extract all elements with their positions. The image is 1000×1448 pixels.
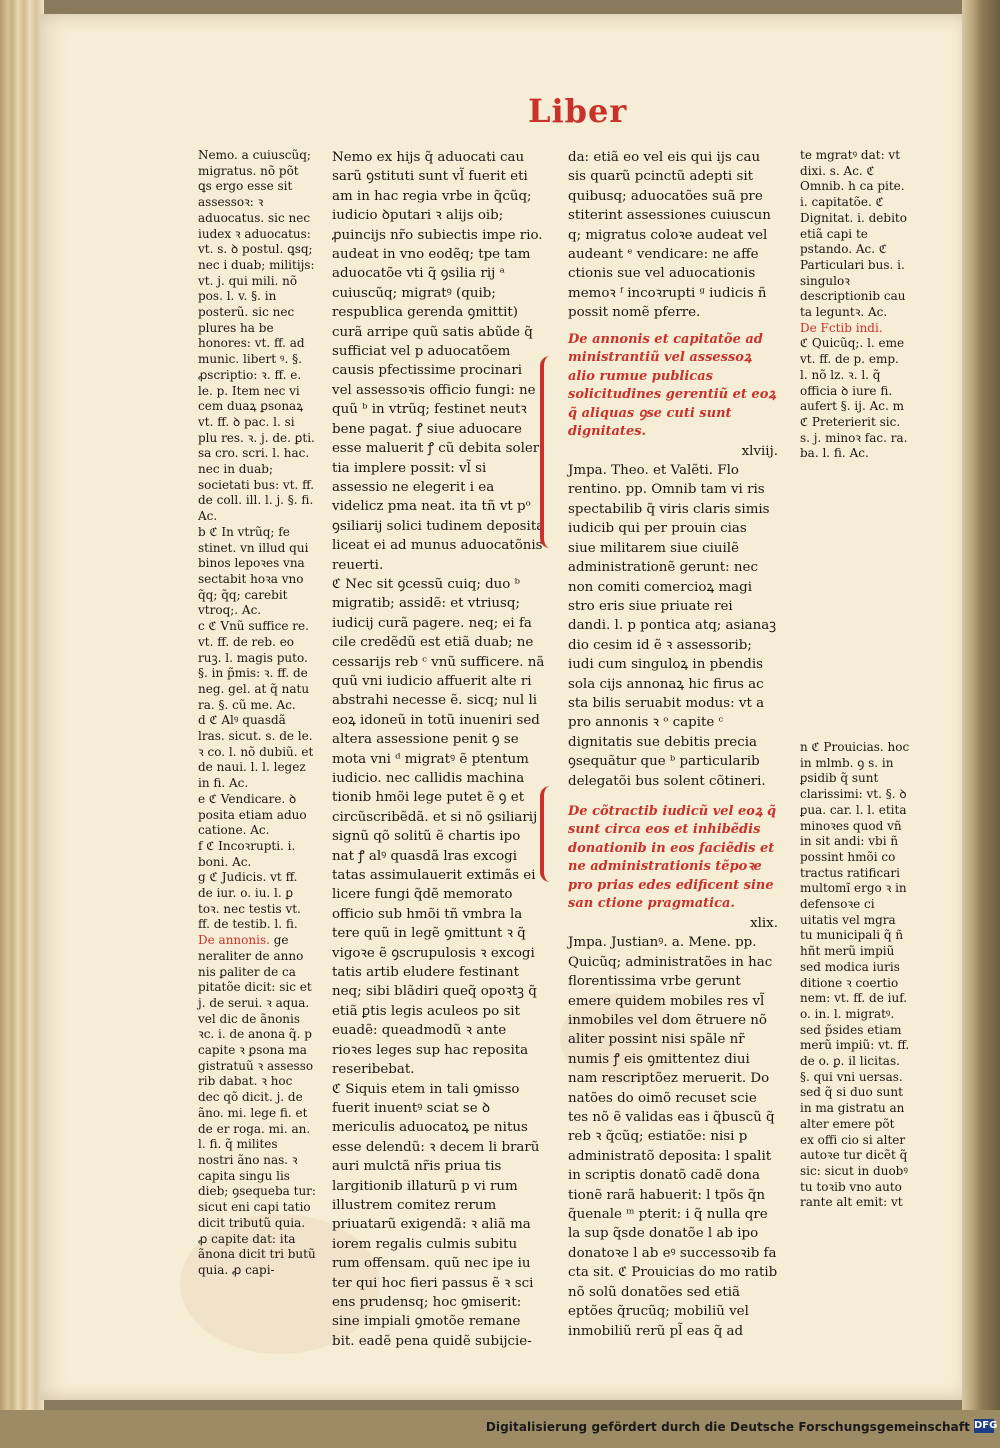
main-text-column-left bbox=[332, 148, 546, 1351]
gloss-paragraph: d ℭ Alꝰ quasdã lras. sicut. s. de le. ꝛ co. l. nõ dubiũ. et de naui. l. l. legez in fi. Ac. bbox=[198, 713, 314, 791]
gloss-paragraph: g ℭ Judicis. vt ff. de iur. o. iu. l. ꝑ toꝛ. nec testis vt. ff. de testib. l. fi. bbox=[198, 870, 301, 932]
gloss-paragraph: c ℭ Vnũ suffice re. vt. ff. de reb. eo ruꝫ. l. magis puto. §. in p̃mis: ꝛ. ff. de neg. gel. at q̃ natu ra. §. cũ me. Ac. bbox=[198, 619, 310, 712]
gloss-column-right bbox=[800, 148, 910, 462]
main-paragraph: Jmpa. Justianꝰ. a. Mene. pp. Quicũq; administratões in hac florentissima vrbe gerunt emere quidem mobiles res vl̃ inmobiles vel dom ẽtruere nõ aliter possint nisi spãle nr̃ numis ꝭ eis ꝯmittentez diui nam rescriptõez meruerit. Do natões do oimõ recuset scie tes nõ ẽ validas eas i q̃buscũ q̃ reb ꝛ q̃cũq; estiatõe: nisi p administratõ deposita: l spalit in scriptis donatõ cadẽ dona tionẽ rarã habuerit: l tpõs q̃n q̃uenale ᵐ pterit: i q̃ nulla qre la sup q̃sde donatõe l ab ipo donatoꝛe l ab eꝰ successoꝛib fa cta sit. ℭ Prouicias do mo ratib nõ solũ donatões sed etiã eptões q̃rucũq; mobiliũ vel inmobiliũ rerũ pl̃ eas q̃ ad bbox=[568, 935, 778, 1339]
book-edge-right bbox=[962, 0, 1000, 1410]
gloss-paragraph: n ℭ Prouicias. hoc in mlmb. ꝯ s. in ꝑsidib q̃ sunt clarissimi: vt. §. ꝺ ꝑua. car. l. l. etita minoꝛes quod vñ in sit andi: vbi ñ possint hmõi co tractus ratificari multomĩ ergo ꝛ in defensoꝛe ci uitatis vel mgra tu municipali q̃ ñ hñt merũ impiũ sed modica iuris ditione ꝛ coertio nem: vt. ff. de iuf. o. in. l. migratꝰ. sed p̃sides etiam merũ impiũ: vt. ff. de o. ꝑ. il licitas. §. qui vni uersas. sed q̃ si duo sunt in ma gistratu an alter emere põt ex offi cio si alter autoꝛe tur dicẽt q̃ sic: sicut in duobꝰ tu toꝛib vno auto rante alt emit: vt bbox=[800, 740, 910, 1210]
section-rubric: De cõtractib iudicũ vel eoꝝ q̃ sunt circa eos et inhibẽdis donationib in eos faciẽdis et ne administrationis tẽpoꝛe pro prias edes edificent sine san ctione pragmatica. bbox=[568, 803, 777, 912]
main-paragraph: Jmpa. Theo. et Valẽti. Flo rentino. pp. Omnib tam vi ris spectabilib q̃ viris claris simis iudicib qui per prouin cias siue militarem siue ciuilẽ administrationẽ gerunt: nec non comiti comercioꝝ magi stro eris siue priuate rei dandi. l. p pontica atq; asianaꝫ dio cesim id ẽ ꝛ assessorib; iudi cum singuloꝝ in pbendis sola cijs annonaꝝ hic firus ac sta bilis seruabit modus: vt a pro annonis ꝛ ᵒ capite ᶜ dignitatis sue debitis precia ꝯsequãtur que ᵇ particularib delegatõi bus solent cõtineri. bbox=[568, 463, 777, 789]
gloss-paragraph: te mgratꝰ dat: vt dixi. s. Ac. ℭ Omnib. h ca pite. i. capitatõe. ℭ Dignitat. i. debito etiã capi te pstando. Ac. ℭ Particulari bus. i. singuloꝛ descriptionib cau ta leguntꝛ. Ac. bbox=[800, 148, 907, 320]
section-rubric: De annonis et capitatõe ad ministrantiũ vel assessoꝝ alio rumue publicas solicitudines gerentiũ et eoꝝ q̃ aliquas ꝯse cuti sunt dignitates. bbox=[568, 331, 776, 440]
main-paragraph: da: etiã eo vel eis qui ijs cau sis quarũ pcinctũ adepti sit quibusq; aduocatões suã pre stiterint assessiones cuiuscun q; migratus coloꝛe audeat vel audeant ᵉ vendicare: ne affe ctionis sue vel aduocationis memoꝛ ᶠ incoꝛrupti ᵍ iudicis ñ possit nomẽ pferre. bbox=[568, 150, 771, 321]
book-edge-left bbox=[0, 0, 44, 1410]
main-paragraph: ℭ Siquis etem in tali ꝯmisso fuerit inuentꝰ sciat se ꝺ mericulis aduocatoꝝ pe nitus esse delendũ: ꝛ decem li brarũ auri mulctã nr̃is priua tis largitionib illaturũ p vi rum illustrem comitez rerum priuatarũ exigendã: ꝛ aliã ma iorem regalis culmis subitu rum offensam. quũ nec ipe iu ter qui hoc fieri passus ẽ ꝛ sci ens prudensq; hoc ꝯmiserit: sine impiali ꝯmotõe remane bit. eadẽ pena quidẽ subijcie- bbox=[332, 1081, 540, 1349]
running-head: Liber bbox=[528, 92, 628, 130]
section-number: xlix. bbox=[750, 915, 778, 931]
gloss-paragraph: Nemo. a cuiuscũq; migratus. nõ põt ꝗs ergo esse sit assessoꝛ: ꝛ aduocatus. sic nec iudex ꝛ aduocatus: vt. s. ꝺ postul. ꝗsq; nec i duab; militijs: vt. j. qui mili. nõ pos. l. v. §. in posterũ. sic nec plures ha be honores: vt. ff. ad munic. libert ꝰ. §. ꝓscriptio: ꝛ. ff. e. le. p. Item nec vi cem duaꝝ ꝑsonaꝝ vt. ff. ꝺ pac. l. si plu res. ꝛ. j. de. ꝑti. sa cro. scri. l. hac. nec in duab; societati bus: vt. ff. de coll. ill. l. j. §. fi. Ac. bbox=[198, 148, 315, 524]
main-paragraph: ℭ Nec sit ꝯcessũ cuiq; duo ᵇ migratib; assidẽ: et vtriusq; iudicij curã pagere. neq; ei fa cile credẽdũ est etiã duab; ne cessarijs reb ᶜ vnũ sufficere. nã quũ vni iudicio affuerit alte ri abstrahi necesse ẽ. sicq; nul li eoꝝ idoneũ in totũ inueniri sed altera assessione penit ꝯ se mota vni ᵈ migratꝰ ẽ ptentum iudicio. nec callidis machina tionib hmõi lege putet ẽ ꝯ et circũscribẽdã. et si nõ ꝯsiliarij signũ qõ solitũ ẽ chartis ipo nat ꝭ alꝰ quasdã lras excogi tatas assimulauerit extimãs ei licere fungi q̃dẽ memorato officio sub hmõi tñ vmbra la tere quũ in legẽ ꝯmittunt ꝛ q̃ vigoꝛe ẽ ꝯscrupulosis ꝛ excogi tatis artib eludere festinant neq; sibi blãdiri queq̃ opoꝛtꝫ q̃ etiã ꝑtis legis aculeos po sit euadẽ: queadmodũ ꝛ ante rioꝛes leges sup hac reposita reseribebat. bbox=[332, 576, 545, 1078]
dfg-logo: DFG bbox=[974, 1420, 998, 1431]
main-paragraph: Nemo ex hijs q̃ aduocati cau sarũ ꝯstituti sunt vl̃ fuerit eti am in hac regia vrbe in q̃cũq; iudicio ꝺputari ꝛ alijs oib; ꝓuincijs nr̃o subiectis impe rio. audeat in vno eodẽq; tpe tam aduocatõe vti q̃ ꝯsilia rij ᵃ cuiuscũq; migratꝰ (quib; respublica gerenda ꝯmittit) curã arripe quũ satis abũde q̃ sufficiat vel p aduocatõem causis pfectissime procinari vel assessoꝛis officio fungi: ne quũ ᵇ in vtrũq; festinet neutꝛ bene pagat. ꝭ siue aduocare esse maluerit ꝭ cũ debita soler tia implere possit: vl̃ si assessio ne elegerit i ea videlicz pma neat. ita tñ vt pᵒ ꝯsiliarij solici tudinem deposita liceat ei ad munus aduocatõnis reuerti. bbox=[332, 150, 545, 573]
gloss-column-left bbox=[198, 148, 316, 1279]
gloss-paragraph bbox=[198, 933, 316, 1278]
gloss-column-right-lower bbox=[800, 728, 910, 1223]
rubric-bracket bbox=[540, 356, 562, 548]
gloss-paragraph: f ℭ Incoꝛrupti. i. boni. Ac. bbox=[198, 838, 296, 869]
rubric-label: De Fctib indi. bbox=[800, 320, 883, 335]
rubric-bracket bbox=[540, 786, 562, 882]
gloss-paragraph: e ℭ Vendicare. ꝺ posita etiam aduo catione. Ac. bbox=[198, 791, 307, 838]
footer-credit: Digitalisierung gefördert durch die Deutsche Forschungsgemeinschaft bbox=[485, 1420, 970, 1434]
rubric-label: De annonis. bbox=[198, 933, 270, 948]
gloss-paragraph: b ℭ In vtrũq; fe stinet. vn illud qui binos lepoꝛes vna sectabit hoꝛa vno q̃q; q̃q; carebit vtroq;. Ac. bbox=[198, 524, 309, 618]
gloss-paragraph: ℭ Quicũq;. l. eme vt. ff. de p. emp. l. nõ lz. ꝛ. l. q̃ officia ꝺ iure fi. aufert §. ij. Ac. m ℭ Preterierit sic. s. j. minoꝛ fac. ra. ba. l. fi. Ac. bbox=[800, 336, 908, 461]
section-number: xlviij. bbox=[741, 443, 778, 459]
main-text-column-right bbox=[568, 148, 778, 1341]
gloss-text: ge neraliter de anno nis ꝑaliter de ca pitatõe dicit: sic et j. de serui. ꝛ aqua. vel dic de ãnonis ꝛc. i. de anona q̃. p capite ꝛ ꝑsona ma gistratuũ ꝛ assesso rib dabat. ꝛ hoc dec qõ dicit. j. de ãno. mi. lege fi. et de er roga. mi. an. l. fi. q̃ milites nostri ãno nas. ꝛ capita singu lis dieb; ꝯsequeba tur: sicut eni capi tatio dicit tributũ quia. ꝓ capite dat: ita ãnona dicit tri butũ quia. ꝓ capi- bbox=[198, 933, 316, 1277]
